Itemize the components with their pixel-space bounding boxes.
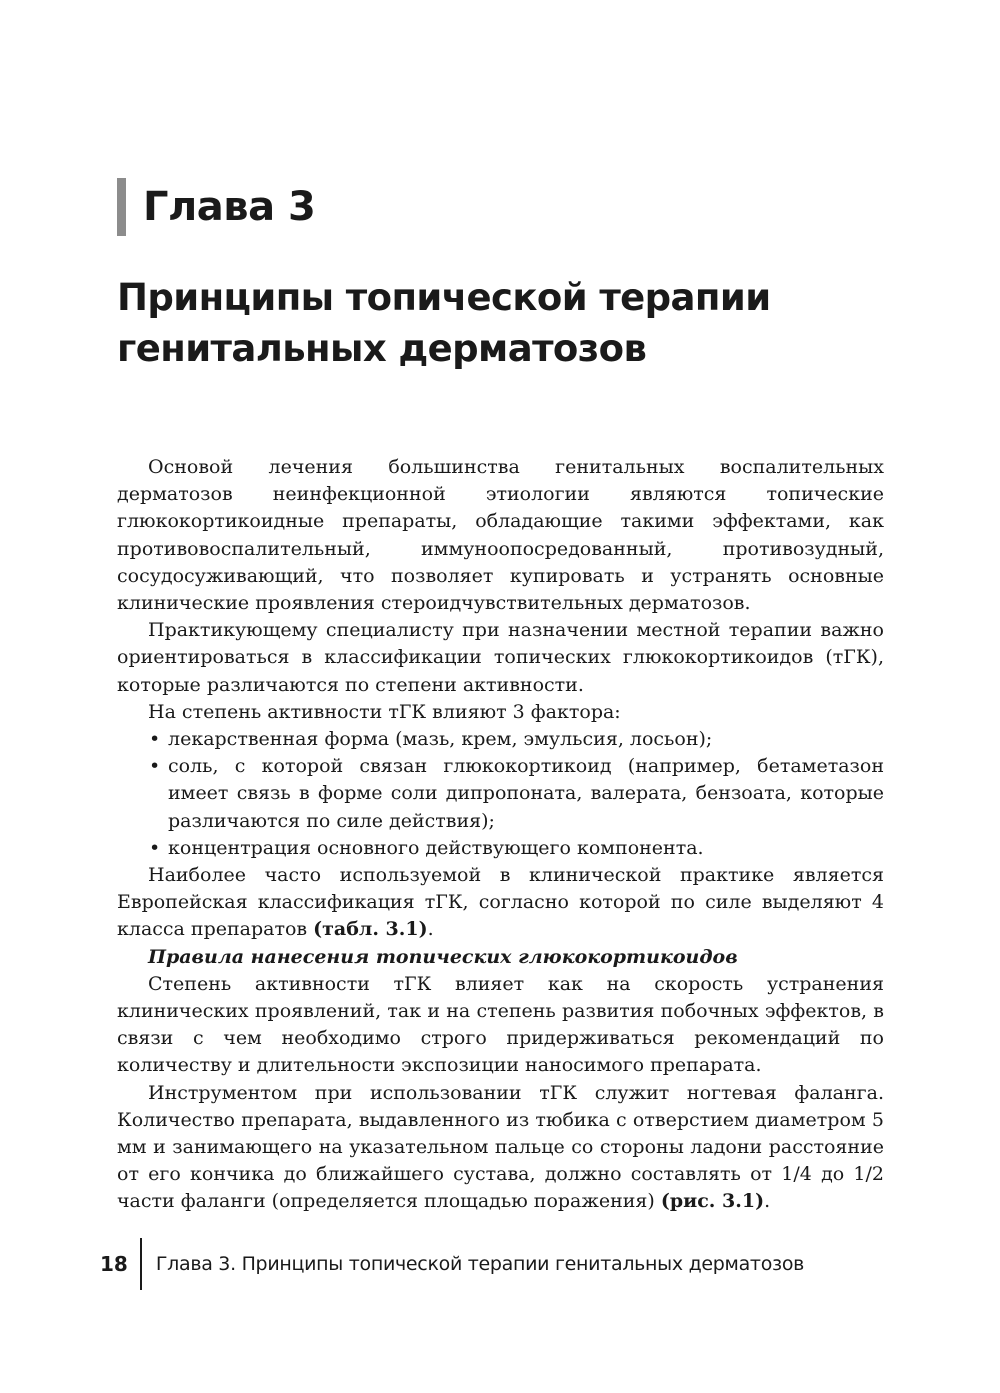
section-subheading: Правила нанесения топических глюкокортикоидов bbox=[148, 945, 738, 968]
paragraph-factors-lead: На степень активности тГК влияют 3 фактора: bbox=[148, 700, 621, 723]
paragraph-activity: Степень активности тГК влияет как на скорость устранения клинических проявлений, так и на степень развития побочных эффектов, в связи с чем необходимо строго придерживаться рекомендаций по количеству и длительности экспозиции наносимого препарата. bbox=[117, 972, 884, 1077]
figure-reference-link[interactable]: (рис. 3.1) bbox=[660, 1190, 765, 1213]
chapter-marker-bar bbox=[117, 178, 126, 236]
chapter-label bbox=[117, 178, 315, 236]
running-head: Глава 3. Принципы топической терапии генитальных дерматозов bbox=[155, 1253, 805, 1275]
table-reference-link[interactable]: (табл. 3.1) bbox=[313, 918, 428, 941]
paragraph-end: . bbox=[764, 1190, 771, 1213]
paragraph-classification: Практикующему специалисту при назначении местной терапии важно ориентироваться в классификации топических глюкокортикоидов (тГК), которые различаются по степени активности. bbox=[117, 619, 884, 696]
chapter-title-line-2: генитальных дерматозов bbox=[117, 327, 647, 370]
body-text bbox=[117, 454, 884, 1216]
paragraph-intro: Основой лечения большинства генитальных воспалительных дерматозов неинфекционной этиологии являются топические глюкокортикоидные препараты, обладающие такими эффектами, как противовоспалительный, иммуноопосредованный, противозудный, сосудосуживающий, что позволяет купировать и устранять основные клинические проявления стероидчувствительных дерматозов. bbox=[117, 456, 884, 615]
paragraph-text: Наиболее часто используемой в клинической практике является Европейская классификация тГК, согласно которой по силе выделяют 4 класса препаратов bbox=[117, 864, 884, 941]
page-number: 18 bbox=[100, 1252, 128, 1276]
factors-list bbox=[117, 726, 884, 862]
list-item: • концентрация основного действующего компонента. bbox=[117, 835, 884, 862]
chapter-title-line-1: Принципы топической терапии bbox=[117, 276, 771, 319]
list-item: • лекарственная форма (мазь, крем, эмульсия, лосьон); bbox=[117, 726, 884, 753]
paragraph-end: . bbox=[427, 918, 434, 941]
paragraph-text: Инструментом при использовании тГК служит ногтевая фаланга. Количество препарата, выдавленного из тюбика с отверстием диаметром 5 мм и занимающего на указательном пальце со стороны ладони расстояние от его кончика до ближайшего сустава, должно составлять от 1/4 до 1/2 части фаланги (определяется площадью поражения) bbox=[117, 1081, 884, 1213]
chapter-title bbox=[117, 272, 917, 374]
page-footer bbox=[100, 1238, 804, 1290]
paragraph-european-classification bbox=[117, 862, 884, 944]
chapter-number: Глава 3 bbox=[143, 184, 316, 230]
footer-divider bbox=[140, 1238, 142, 1290]
paragraph-fingertip-unit bbox=[117, 1080, 884, 1216]
list-item: • соль, с которой связан глюкокортикоид (например, бетаметазон имеет связь в форме соли дипропоната, валерата, бензоата, которые различаются по силе действия); bbox=[117, 753, 884, 835]
